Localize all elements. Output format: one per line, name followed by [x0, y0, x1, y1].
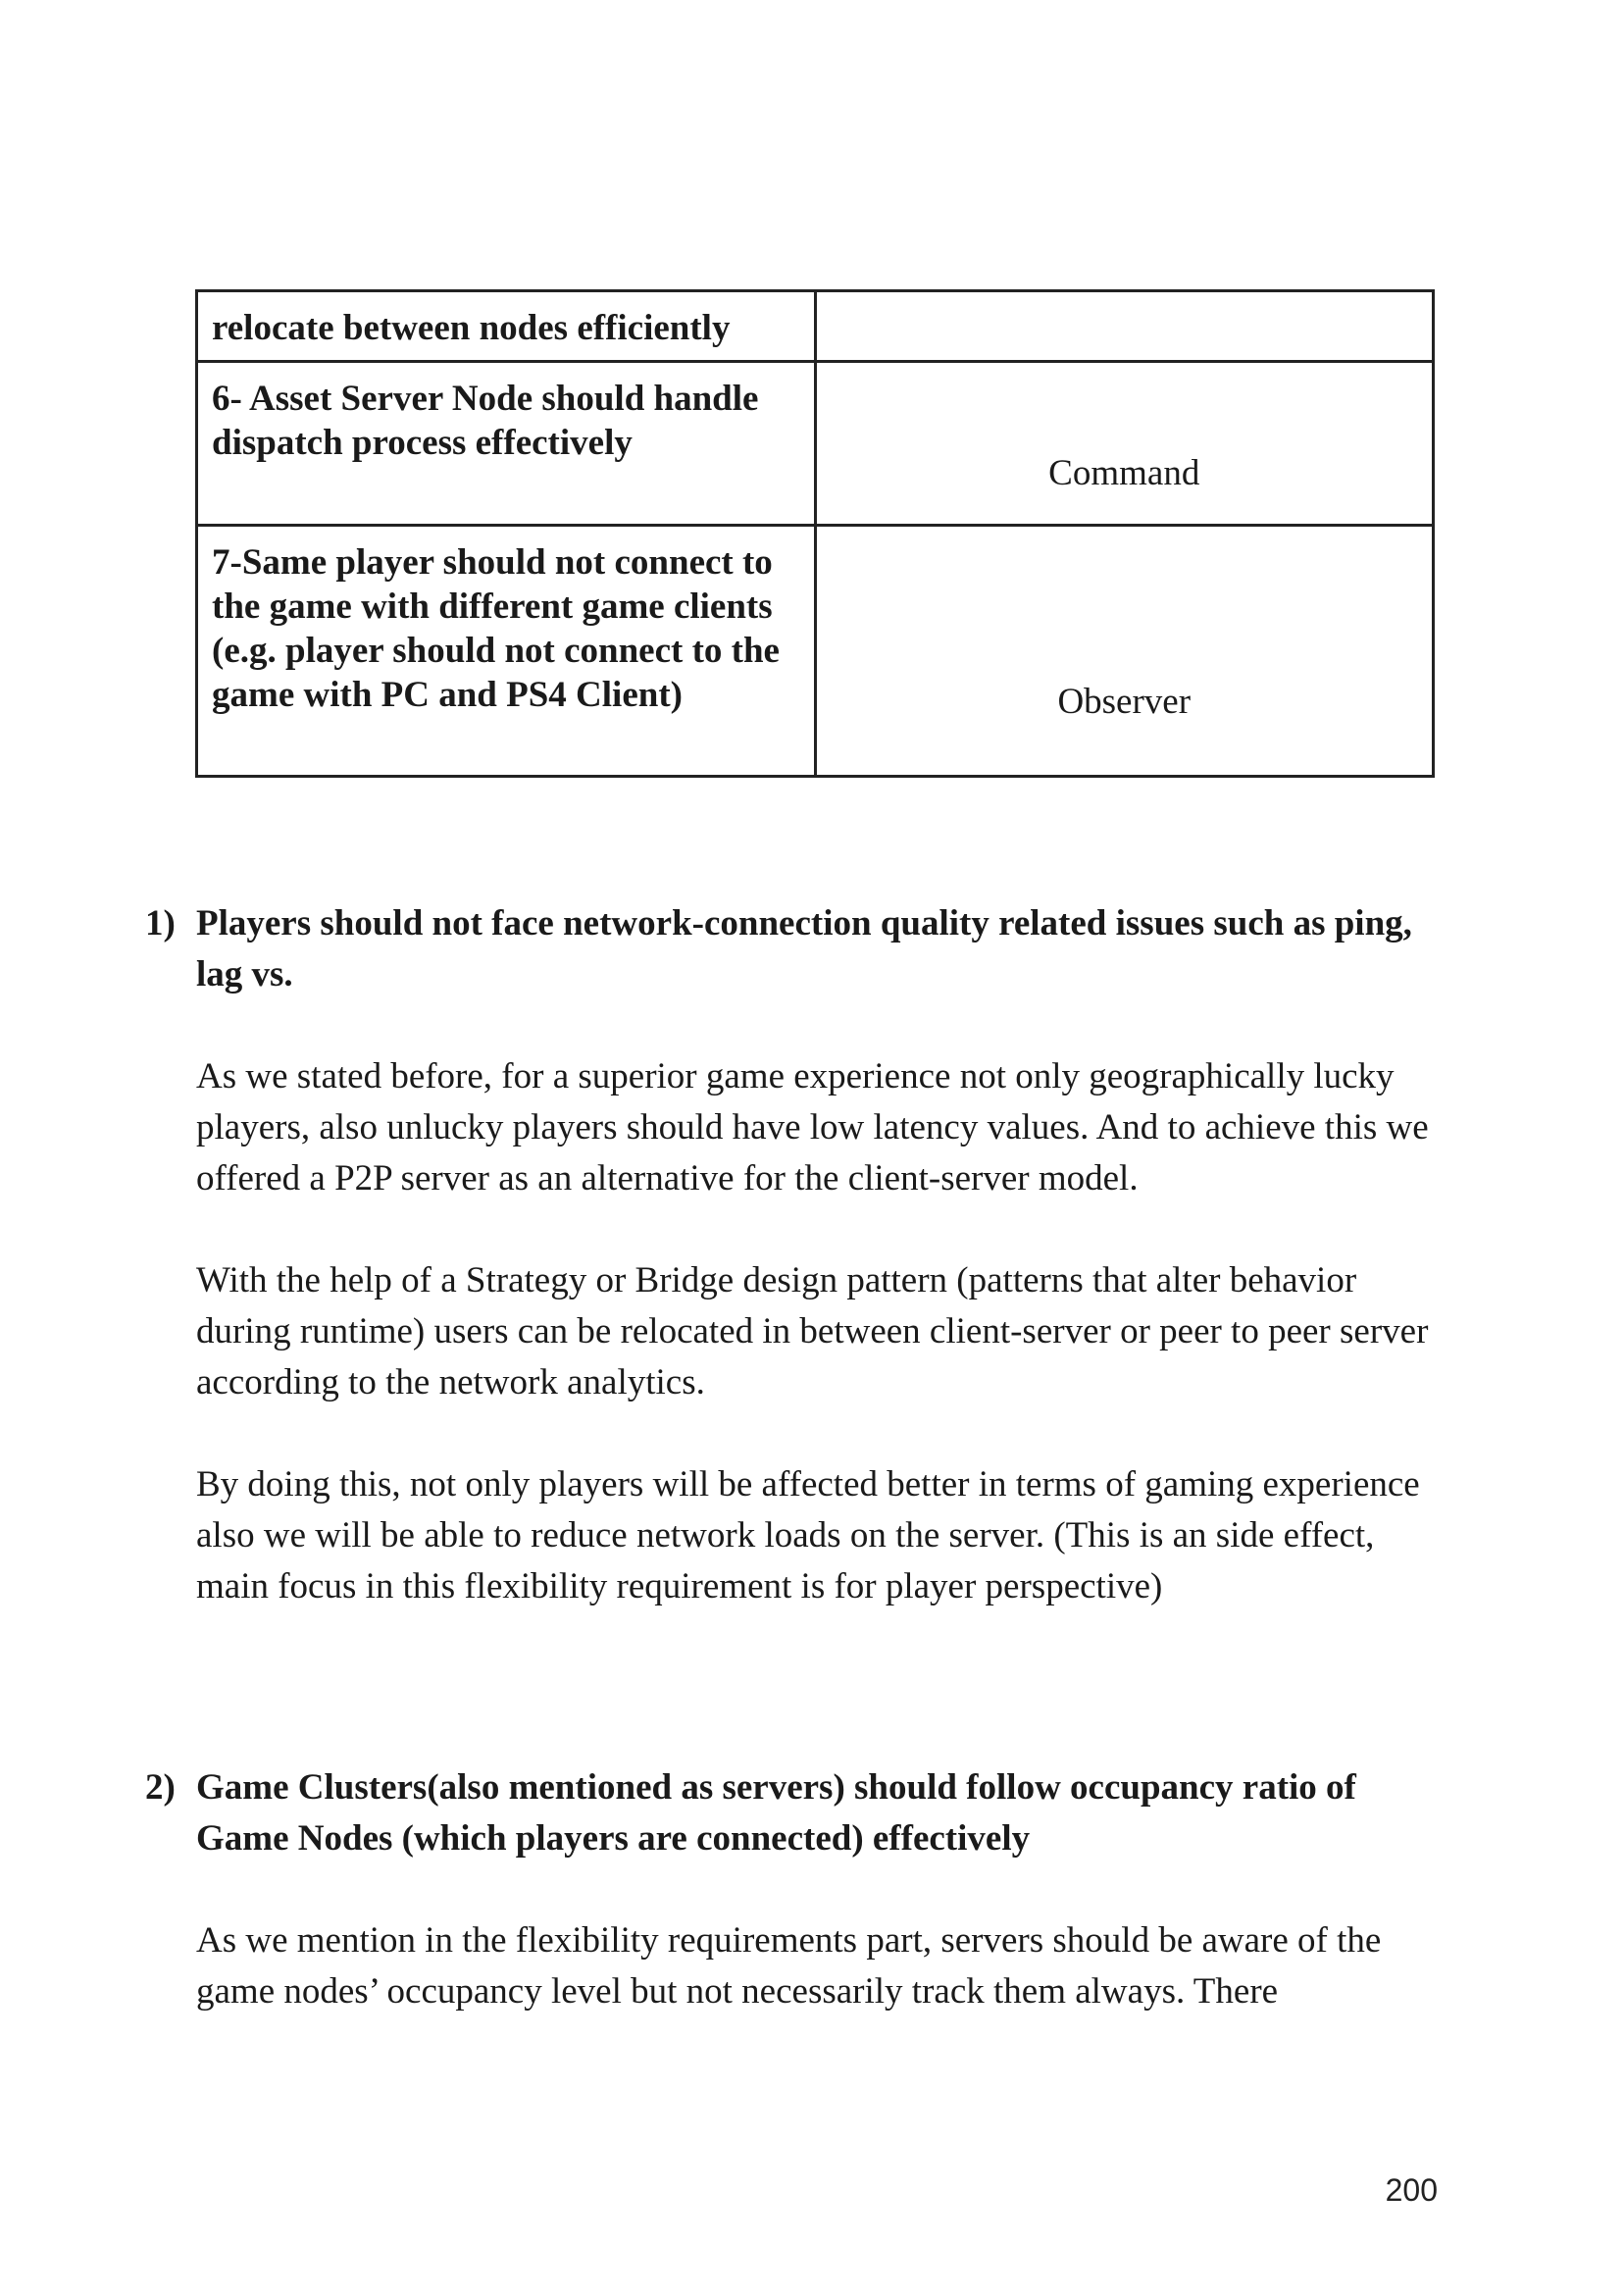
section-1 — [145, 898, 1440, 1612]
section-2 — [145, 1762, 1440, 2017]
section-number: 2) — [145, 1767, 176, 1808]
paragraph: As we mention in the flexibility requirements part, servers should be aware of the game nodes’ occupancy level but not necessarily track them always. There — [196, 1920, 1382, 2012]
requirement-cell: relocate between nodes efficiently — [197, 291, 816, 362]
requirement-cell: 6- Asset Server Node should handle dispatch process effectively — [197, 362, 816, 526]
requirement-cell: 7-Same player should not connect to the game with different game clients (e.g. player should not connect to the game with PC and PS4 Client) — [197, 526, 816, 777]
requirements-pattern-table — [195, 289, 1435, 778]
table-row — [197, 526, 1434, 777]
section-heading: Game Clusters(also mentioned as servers) should follow occupancy ratio of Game Nodes (which players are connected) effectively — [196, 1767, 1356, 1859]
pattern-cell: Command — [815, 362, 1434, 526]
paragraph: As we stated before, for a superior game experience not only geographically lucky players, also unlucky players should have low latency values. And to achieve this we offered a P2P server as an alternative for the client-server model. — [196, 1056, 1429, 1198]
pattern-cell — [815, 291, 1434, 362]
paragraph: With the help of a Strategy or Bridge design pattern (patterns that alter behavior during runtime) users can be relocated in between client-server or peer to peer server according to the network analytics. — [196, 1260, 1429, 1402]
page-number: 200 — [1385, 2172, 1438, 2208]
section-number: 1) — [145, 903, 176, 943]
table-row — [197, 291, 1434, 362]
pattern-cell: Observer — [815, 526, 1434, 777]
paragraph: By doing this, not only players will be affected better in terms of gaming experience also we will be able to reduce network loads on the server. (This is an side effect, main focus in this flexibility requirement is for player perspective) — [196, 1464, 1420, 1606]
table-row — [197, 362, 1434, 526]
section-heading: Players should not face network-connection quality related issues such as ping, lag vs. — [196, 903, 1412, 994]
